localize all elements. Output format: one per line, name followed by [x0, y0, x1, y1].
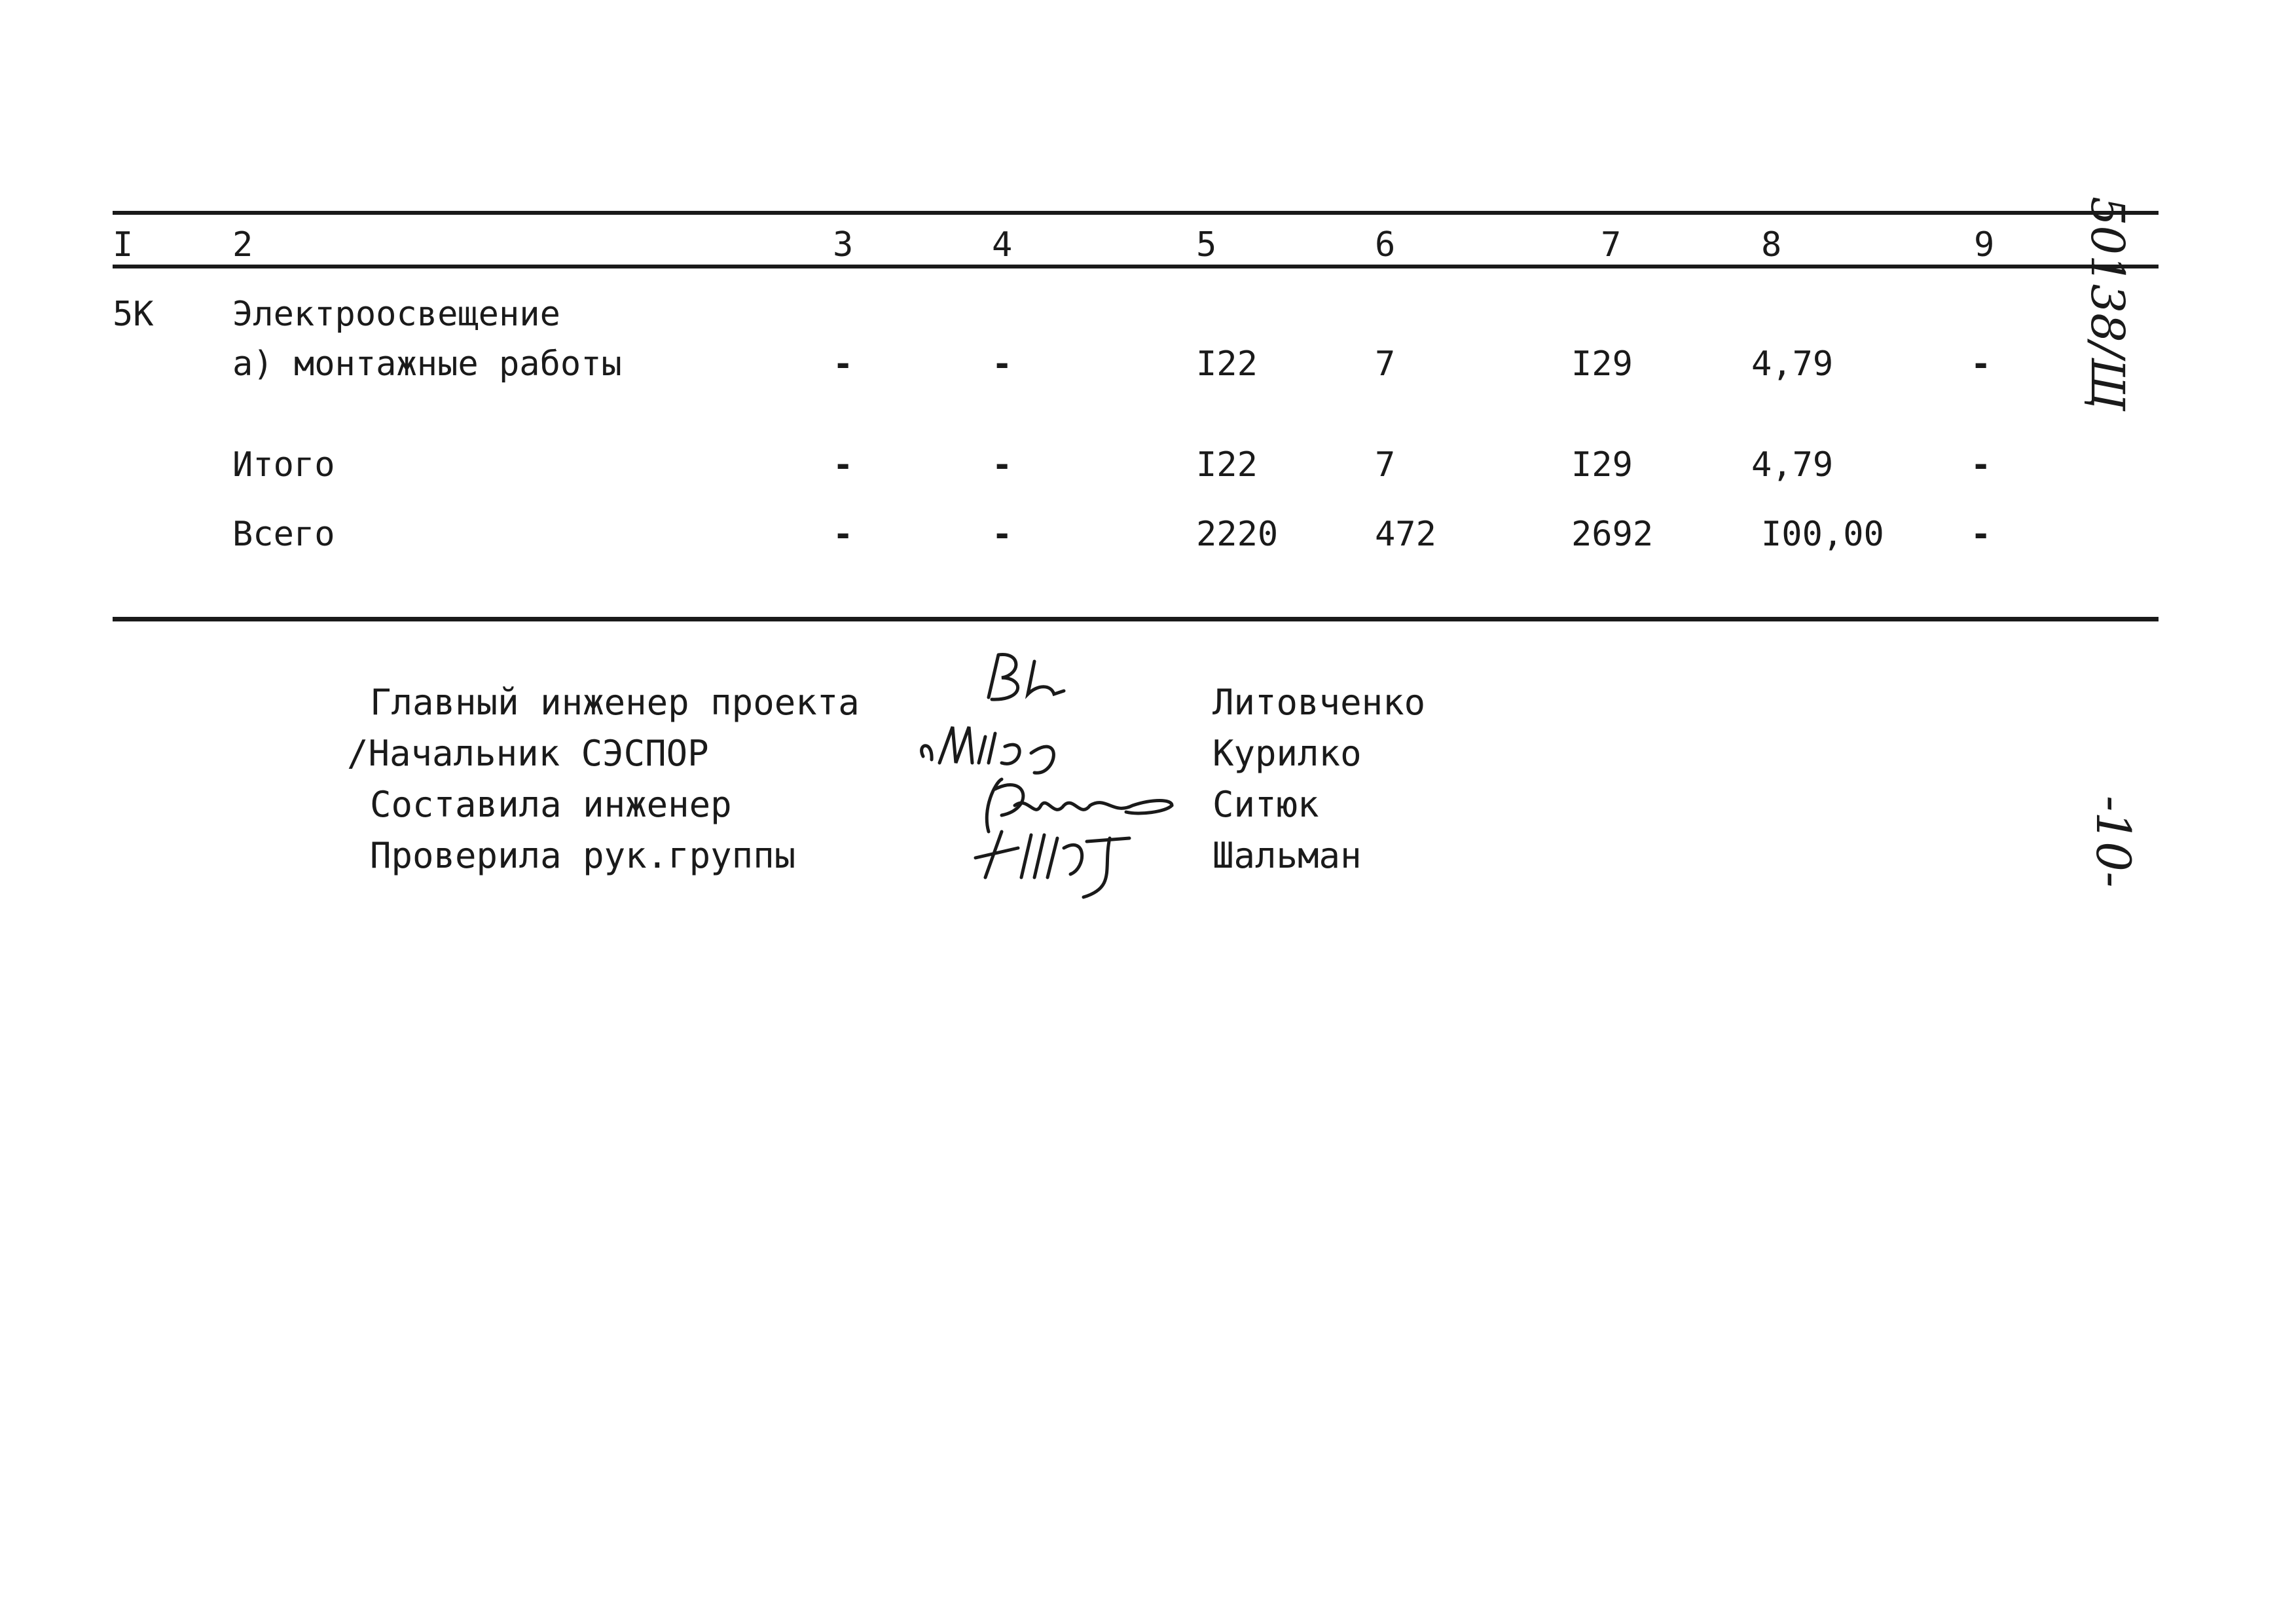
signature-name: Литовченко: [1212, 682, 1426, 723]
cell-col-7: I29: [1571, 445, 1633, 485]
row-title: а) монтажные работы: [232, 344, 622, 384]
handwritten-signature-1: [975, 648, 1074, 707]
header-bottom-rule: [113, 265, 2159, 268]
row-title: Электроосвещение: [232, 295, 560, 334]
signature-role: Проверила рук.группы: [370, 835, 796, 876]
signature-name: Курилко: [1212, 733, 1362, 774]
row-title: Всего: [232, 515, 335, 554]
cell-col-4: -: [992, 445, 1013, 485]
cell-col-4: -: [992, 515, 1013, 554]
cell-col-9: -: [1971, 515, 1992, 554]
row-title: Итого: [232, 445, 335, 485]
cell-col-7: 2692: [1571, 515, 1654, 554]
cell-col-8: 4,79: [1751, 445, 1834, 485]
cell-col-3: -: [833, 344, 854, 384]
cell-col-5: 2220: [1196, 515, 1279, 554]
cell-col-4: -: [992, 344, 1013, 384]
document-code: 50138/Щ: [2081, 196, 2134, 411]
table-bottom-rule: [113, 617, 2159, 621]
header-col-2: 2: [232, 225, 253, 265]
header-col-3: 3: [833, 225, 854, 265]
header-col-1: I: [113, 225, 134, 265]
cell-col-5: I22: [1196, 445, 1258, 485]
header-col-5: 5: [1196, 225, 1217, 265]
cell-col-6: 7: [1375, 344, 1396, 384]
handwritten-signature-4: [972, 822, 1149, 900]
cell-col-9: -: [1971, 344, 1992, 384]
cell-col-7: I29: [1571, 344, 1633, 384]
signature-name: Шальман: [1212, 835, 1362, 876]
signature-name: Ситюк: [1212, 784, 1319, 825]
cell-col-5: I22: [1196, 344, 1258, 384]
page-number: -10-: [2086, 796, 2141, 888]
cell-col-8: 4,79: [1751, 344, 1834, 384]
header-col-7: 7: [1601, 225, 1622, 265]
cell-col-3: -: [833, 515, 854, 554]
signature-role: /Начальник СЭСПОР: [347, 733, 709, 774]
cell-col-6: 7: [1375, 445, 1396, 485]
header-col-9: 9: [1974, 225, 1995, 265]
signature-role: Составила инженер: [370, 784, 732, 825]
header-col-4: 4: [992, 225, 1013, 265]
row-code: 5K: [113, 295, 154, 334]
cell-col-9: -: [1971, 445, 1992, 485]
signature-role: Главный инженер проекта: [370, 682, 860, 723]
cell-col-8: I00,00: [1761, 515, 1884, 554]
table-top-rule: [113, 211, 2159, 215]
header-col-6: 6: [1375, 225, 1396, 265]
handwritten-signature-2: [913, 717, 1077, 776]
cell-col-3: -: [833, 445, 854, 485]
header-col-8: 8: [1761, 225, 1782, 265]
cell-col-6: 472: [1375, 515, 1436, 554]
